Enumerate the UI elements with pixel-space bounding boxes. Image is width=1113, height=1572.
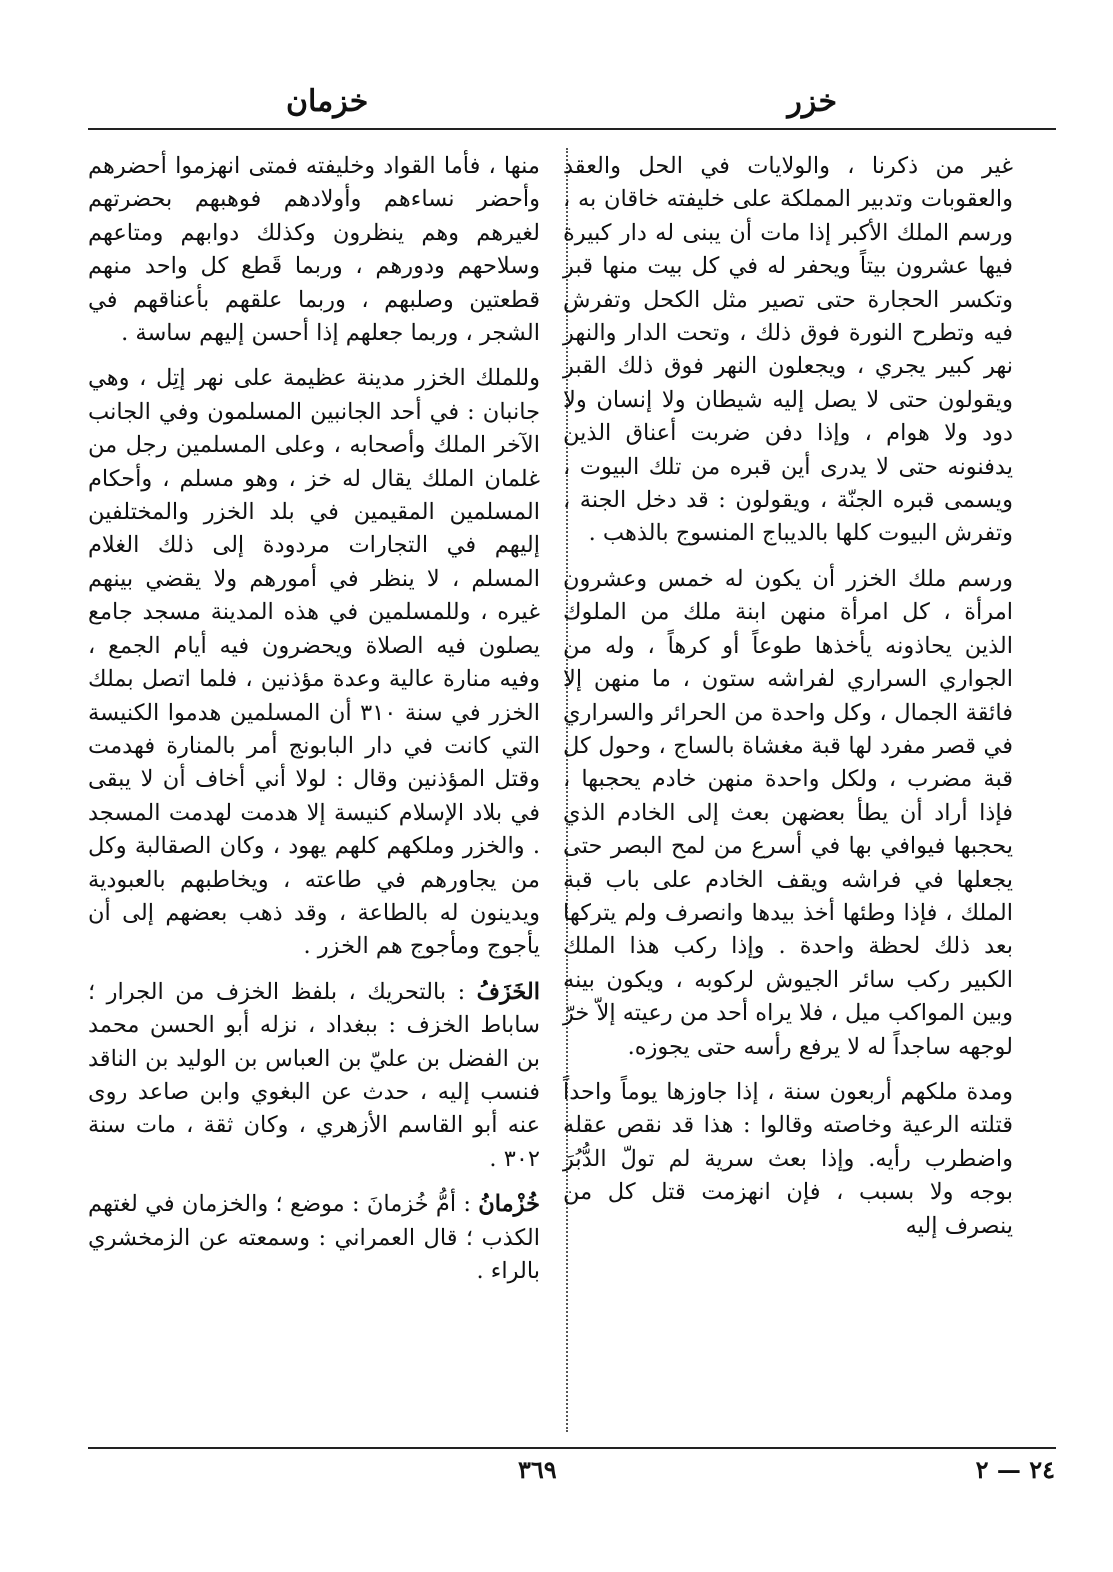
entry-headword: الخَزَفُ bbox=[476, 978, 540, 1005]
paragraph: ومدة ملكهم أربعون سنة ، إذا جاوزها يوماً واحداً قتلته الرعية وخاصته وقالوا : هذا قد نقص عقله واضطرب رأيه. وإذا بعث سرية لم تولّ الدُّبُرَ بوجه ولا بسبب ، فإن انهزمت قتل كل من ينصرف إليه bbox=[563, 1078, 1013, 1239]
entry-headword: خُزْمانُ bbox=[478, 1191, 540, 1218]
paragraph: غير من ذكرنا ، والولايات في الحل والعقد والعقوبات وتدبير المملكة على خليفته خاقان به ، ورسم الملك الأكبر إذا مات أن يبنى له دار كبيرة فيها عشرون بيتاً ويحفر له في كل بيت منها قبر وتكسر الحجارة حتى تصير مثل الكحل وتفرش فيه وتطرح النورة فوق ذلك ، وتحت الدار والنهر نهر كبير يجري ، ويجعلون النهر فوق ذلك القبر ويقولون حتى لا يصل إليه شيطان ولا إنسان ولا دود ولا هوام ، وإذا دفن ضربت أعناق الذين يدفنونه حتى لا يدرى أين قبره من تلك البيوت ، ويسمى قبره الجنّة ، ويقولون : قد دخل الجنة ، وتفرش البيوت كلها بالديباج المنسوج بالذهب . bbox=[563, 153, 1013, 547]
footer-rule bbox=[88, 1447, 1056, 1449]
signature-mark: ٢٤ — ٢ bbox=[975, 1455, 1055, 1484]
entry-body: : أمُّ خُزمانَ : موضع ؛ والخزمان في لغتهم الكذب ؛ قال العمراني : وسمعته عن الزمخشري بالراء . bbox=[88, 1191, 540, 1284]
paragraph: منها ، فأما القواد وخليفته فمتى انهزموا أحضرهم وأحضر نساءهم وأولادهم فوهبهم بحضرتهم لغيرهم وهم ينظرون وكذلك دوابهم ومتاعهم وسلاحهم ودورهم ، وربما قَطع كل واحد منهم قطعتين وصلبهم ، وربما علقهم بأعناقهم في الشجر ، وربما جعلهم إذا أحسن إليهم ساسة . bbox=[88, 153, 540, 347]
left-column bbox=[88, 150, 540, 1300]
entry-body: : بالتحريك ، بلفظ الخزف من الجرار ؛ ساباط الخزف : ببغداد ، نزله أبو الحسن محمد بن الفضل بن عليّ بن العباس بن الوليد بن الناقد فنسب إليه ، حدث عن البغوي وابن صاعد روى عنه أبو القاسم الأزهري ، وكان ثقة ، مات سنة ٣٠٢ . bbox=[88, 978, 540, 1172]
paragraph: وللملك الخزر مدينة عظيمة على نهر إتِل ، وهي جانبان : في أحد الجانبين المسلمون وفي الجانب الآخر الملك وأصحابه ، وعلى المسلمين رجل من غلمان الملك يقال له خز ، وهو مسلم ، وأحكام المسلمين المقيمين في بلد الخزر والمختلفين إليهم في التجارات مردودة إلى ذلك الغلام المسلم ، لا ينظر في أمورهم ولا يقضي بينهم غيره ، وللمسلمين في هذه المدينة مسجد جامع يصلون فيه الصلاة ويحضرون فيه أيام الجمع ، وفيه منارة عالية وعدة مؤذنين ، فلما اتصل بملك الخزر في سنة ٣١٠ أن المسلمين هدموا الكنيسة التي كانت في دار البابونج أمر بالمنارة فهدمت وقتل المؤذنين وقال : لولا أني أخاف أن لا يبقى في بلاد الإسلام كنيسة إلا هدمت لهدمت المسجد . والخزر وملكهم كلهم يهود ، وكان الصقالبة وكل من يجاورهم في طاعته ، ويخاطبهم بالعبودية ويدينون له بالطاعة ، وقد ذهب بعضهم إلى أن يأجوج ومأجوج هم الخزر . bbox=[88, 365, 540, 960]
right-column bbox=[563, 150, 1013, 1255]
entry-khazaf bbox=[88, 976, 540, 1176]
paragraph: ورسم ملك الخزر أن يكون له خمس وعشرون امرأة ، كل امرأة منهن ابنة ملك من الملوك الذين يحاذونه يأخذها طوعاً أو كرهاً ، وله من الجواري السراري لفراشه ستون ، ما منهن إلا فائقة الجمال ، وكل واحدة من الحرائر والسراري في قصر مفرد لها قبة مغشاة بالساج ، وحول كل قبة مضرب ، ولكل واحدة منهن خادم يحجبها ، فإذا أراد أن يطأ بعضهن بعث إلى الخادم الذي يحجبها فيوافي بها في أسرع من لمح البصر حتى يجعلها في فراشه ويقف الخادم على باب قبة الملك ، فإذا وطئها أخذ بيدها وانصرف ولم يتركها بعد ذلك لحظة واحدة . وإذا ركب هذا الملك الكبير ركب سائر الجيوش لركوبه ، ويكون بينه وبين المواكب ميل ، فلا يراه أحد من رعيته إلاّ خرّ لوجهه ساجداً له لا يرفع رأسه حتى يجوزه. bbox=[563, 565, 1013, 1060]
entry-khuzman bbox=[88, 1188, 540, 1288]
running-header-right: خزر bbox=[787, 84, 837, 119]
page-number: ٣٦٩ bbox=[518, 1455, 557, 1484]
running-header-left: خزمان bbox=[286, 84, 369, 119]
header-rule bbox=[88, 128, 1056, 130]
